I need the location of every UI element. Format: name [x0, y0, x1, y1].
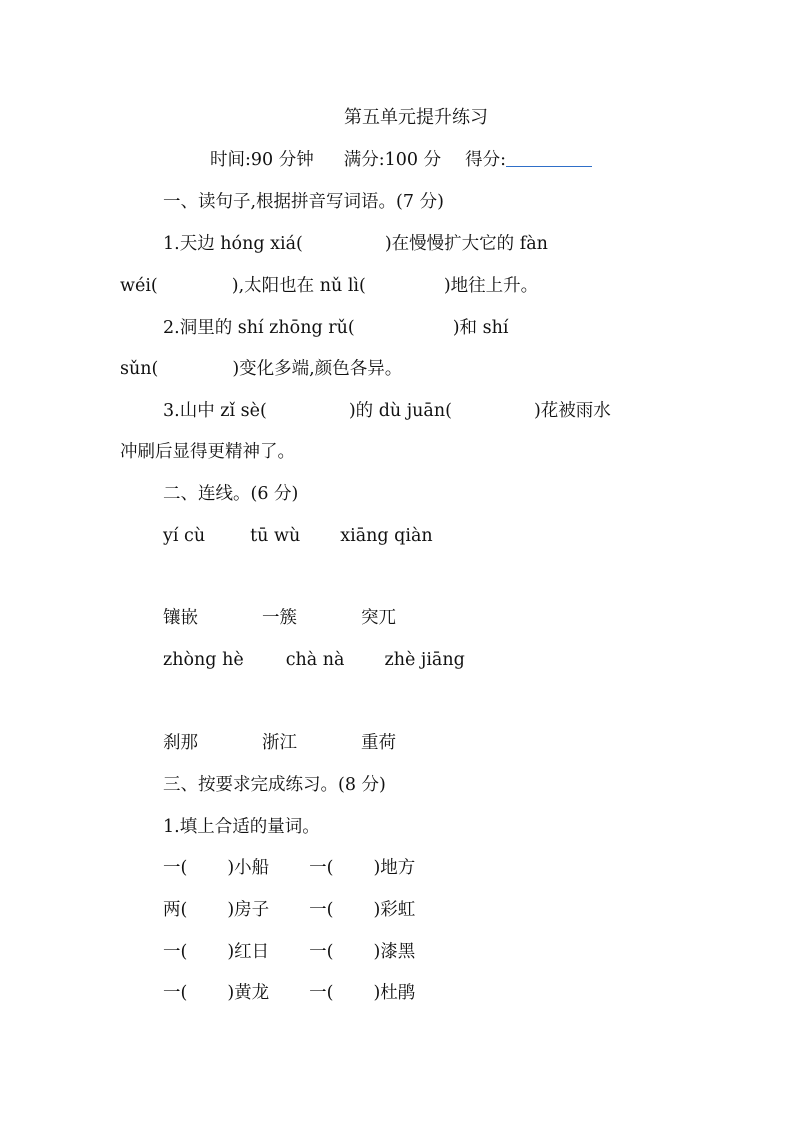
pinyin-row-2	[163, 648, 465, 672]
word-row-1	[163, 606, 396, 630]
q2-text-c: sǔn(	[120, 359, 159, 379]
word-row-2	[163, 731, 396, 755]
measure-row	[163, 940, 415, 964]
measure-prefix: 两(	[163, 900, 188, 920]
pinyin-row-1	[163, 524, 433, 548]
q1-text-e: )地往上升。	[443, 276, 539, 296]
measure-noun: )杜鹃	[373, 983, 416, 1003]
word-item[interactable]: 镶嵌	[163, 608, 198, 628]
q2-text-d: )变化多端,颜色各异。	[232, 359, 403, 379]
q3-line1	[163, 399, 611, 423]
word-item[interactable]: 浙江	[262, 733, 297, 753]
measure-noun: )黄龙	[227, 983, 270, 1003]
word-item[interactable]: 刹那	[163, 733, 198, 753]
pinyin-item[interactable]: tū wù	[250, 526, 301, 546]
pinyin-item[interactable]: chà nà	[285, 650, 345, 670]
measure-prefix: 一(	[163, 983, 188, 1003]
q3-text-b: )的 dù juān(	[348, 401, 452, 421]
q2-line1	[163, 316, 508, 340]
pinyin-item[interactable]: zhòng hè	[163, 650, 244, 670]
q1-text-d: ),太阳也在 nǔ lì(	[231, 276, 366, 296]
section3-heading: 三、按要求完成练习。(8 分)	[163, 775, 386, 795]
measure-noun: )红日	[227, 942, 270, 962]
q3-text-c: )花被雨水	[533, 401, 611, 421]
score-label: 得分:	[465, 150, 507, 170]
pinyin-item[interactable]: yí cù	[163, 526, 206, 546]
word-item[interactable]: 突兀	[361, 608, 396, 628]
section3-q1: 1.填上合适的量词。	[163, 817, 320, 837]
score-blank[interactable]	[506, 148, 592, 167]
measure-noun: )小船	[227, 858, 270, 878]
measure-prefix: 一(	[309, 900, 334, 920]
q2-line2	[120, 357, 402, 381]
q3-text-a: 3.山中 zǐ sè(	[163, 401, 267, 421]
q3-line2: 冲刷后显得更精神了。	[120, 442, 295, 462]
time-info: 时间:90 分钟	[210, 150, 314, 170]
full-score-info: 满分:100 分	[343, 150, 442, 170]
measure-row	[163, 856, 415, 880]
measure-row	[163, 898, 415, 922]
measure-prefix: 一(	[309, 983, 334, 1003]
measure-noun: )房子	[227, 900, 270, 920]
measure-prefix: 一(	[309, 858, 334, 878]
exam-meta	[210, 148, 592, 172]
measure-prefix: 一(	[163, 858, 188, 878]
word-item[interactable]: 一簇	[262, 608, 297, 628]
q1-line2	[120, 274, 538, 298]
q2-text-a: 2.洞里的 shí zhōng rǔ(	[163, 318, 355, 338]
q1-text-b: )在慢慢扩大它的 fàn	[384, 234, 548, 254]
measure-noun: )彩虹	[373, 900, 416, 920]
q1-text-c: wéi(	[120, 276, 158, 296]
q1-line1	[163, 232, 548, 256]
measure-noun: )地方	[373, 858, 416, 878]
section2-heading: 二、连线。(6 分)	[163, 484, 299, 504]
word-item[interactable]: 重荷	[361, 733, 396, 753]
q2-text-b: )和 shí	[452, 318, 509, 338]
page-title: 第五单元提升练习	[344, 107, 488, 128]
measure-row	[163, 981, 415, 1005]
q1-text-a: 1.天边 hóng xiá(	[163, 234, 303, 254]
section1-heading: 一、读句子,根据拼音写词语。(7 分)	[163, 192, 444, 212]
measure-prefix: 一(	[163, 942, 188, 962]
measure-prefix: 一(	[309, 942, 334, 962]
measure-noun: )漆黑	[373, 942, 416, 962]
pinyin-item[interactable]: zhè jiāng	[384, 650, 465, 670]
pinyin-item[interactable]: xiāng qiàn	[340, 526, 433, 546]
